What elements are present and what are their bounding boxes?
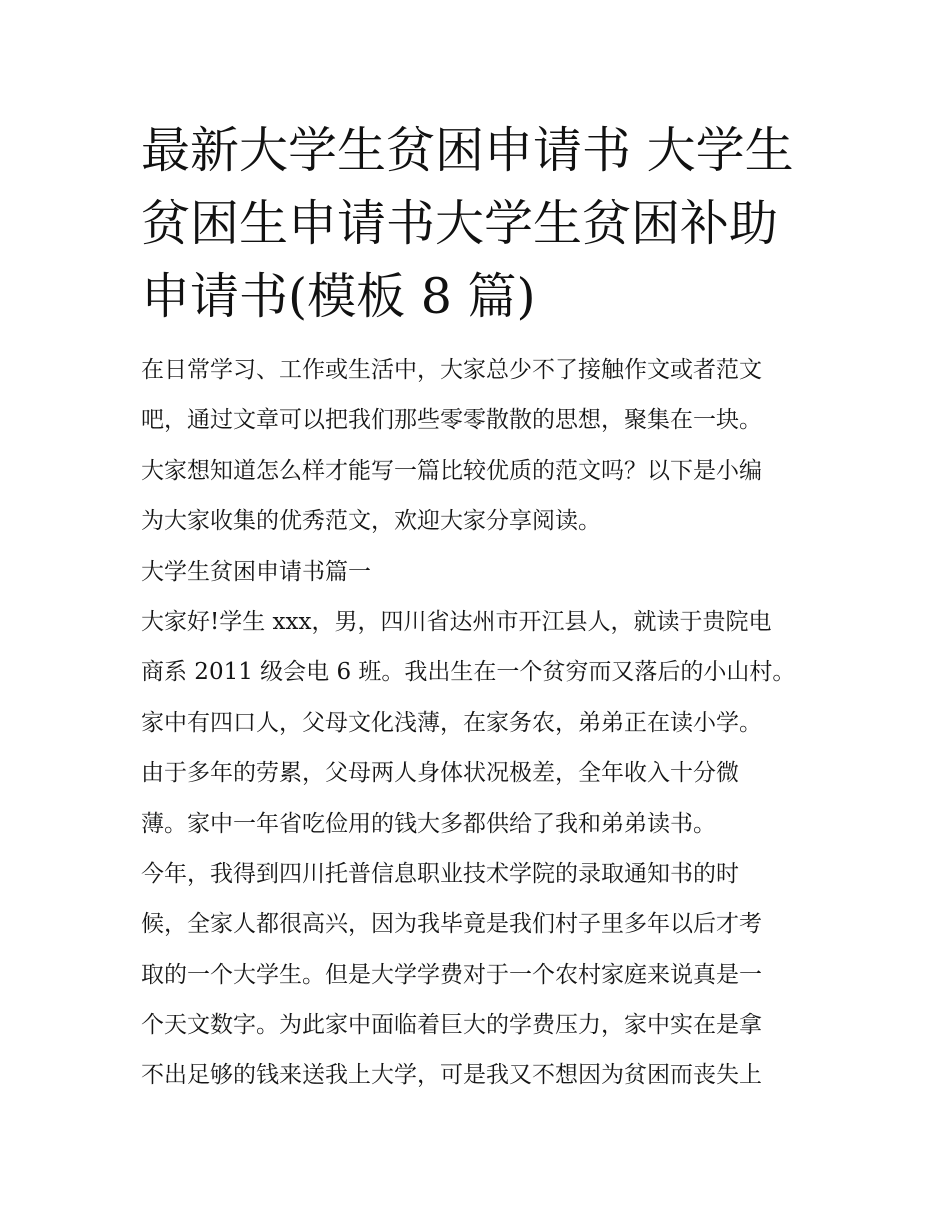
text-line: 个天文数字。为此家中面临着巨大的学费压力，家中实在是拿 (141, 1012, 762, 1039)
body-paragraph-2 (141, 849, 813, 1101)
intro-paragraph (141, 345, 813, 547)
text-line: 为大家收集的优秀范文，欢迎大家分享阅读。 (141, 508, 601, 535)
text-line: 今年，我得到四川托普信息职业技术学院的录取通知书的时 (141, 860, 739, 887)
text-line: 在日常学习、工作或生活中，大家总少不了接触作文或者范文 (141, 357, 762, 383)
text-line: 不出足够的钱来送我上大学，可是我又不想因为贫困而丧失上 (141, 1062, 762, 1089)
text-line: 大家想知道怎么样才能写一篇比较优质的范文吗？以下是小编 (141, 457, 762, 484)
text-line: 商系 2011 级会电 6 班。我出生在一个贫穷而又落后的小山村。 (141, 659, 796, 686)
title-line-2: 贫困生申请书大学生贫困补助 (141, 195, 779, 252)
title-line-3: 申请书(模板 8 篇) (141, 268, 536, 325)
document-page (141, 114, 813, 1101)
text-line: 大家好!学生 xxx，男，四川省达州市开江县人，就读于贵院电 (141, 608, 772, 635)
title-line-1: 最新大学生贫困申请书 大学生 (141, 122, 794, 179)
text-line: 家中有四口人，父母文化浅薄，在家务农，弟弟正在读小学。 (141, 709, 762, 736)
body-paragraph-1 (141, 597, 813, 849)
text-line: 由于多年的劳累，父母两人身体状况极差，全年收入十分微 (141, 760, 739, 787)
section-heading: 大学生贫困申请书篇一 (141, 558, 371, 585)
text-line: 取的一个大学生。但是大学学费对于一个农村家庭来说真是一 (141, 961, 762, 988)
text-line: 薄。家中一年省吃俭用的钱大多都供给了我和弟弟读书。 (141, 810, 716, 837)
document-title (141, 114, 813, 333)
text-line: 候，全家人都很高兴，因为我毕竟是我们村子里多年以后才考 (141, 911, 762, 938)
text-line: 吧，通过文章可以把我们那些零零散散的思想，聚集在一块。 (141, 407, 762, 434)
